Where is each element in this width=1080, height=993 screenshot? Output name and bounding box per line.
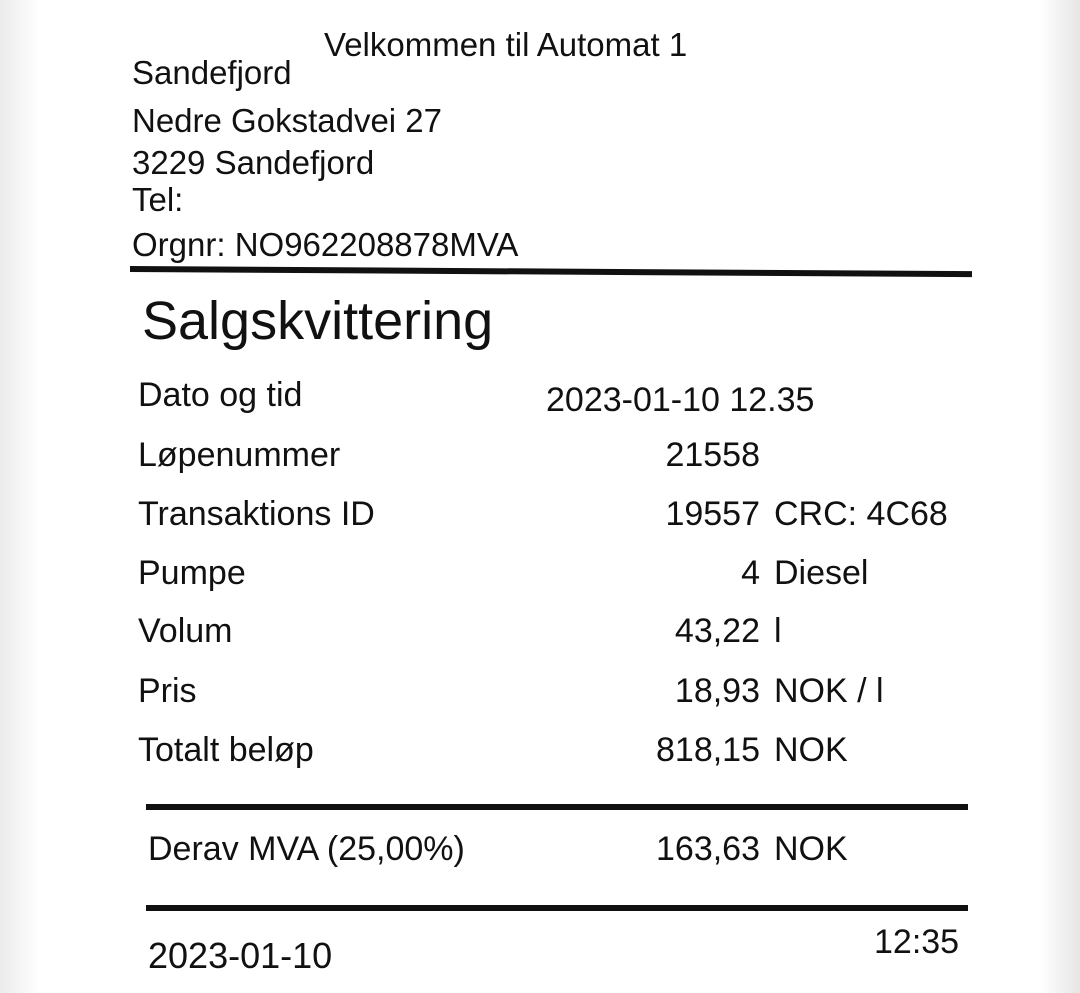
sequence-number-value: 21558 [665, 436, 760, 474]
price-unit: NOK / l [774, 672, 884, 710]
transaction-id-value: 19557 [665, 495, 760, 533]
total-divider [146, 804, 968, 810]
fuel-type: Diesel [774, 554, 869, 592]
receipt-title: Salgskvittering [142, 291, 494, 351]
volume-value: 43,22 [674, 612, 760, 650]
vat-value: 163,63 [656, 830, 760, 868]
transaction-id-label: Transaktions ID [138, 495, 375, 533]
vat-label: Derav MVA (25,00%) [148, 830, 465, 868]
total-value: 818,15 [656, 731, 760, 769]
org-number: Orgnr: NO962208878MVA [132, 226, 519, 263]
footer-date: 2023-01-10 [148, 935, 333, 976]
datetime-label: Dato og tid [138, 376, 303, 414]
total-label: Totalt beløp [138, 731, 314, 769]
vat-currency: NOK [774, 830, 848, 868]
paper-shadow-left [0, 0, 40, 993]
volume-label: Volum [138, 612, 233, 650]
price-value: 18,93 [674, 672, 760, 710]
station-name: Sandefjord [132, 54, 292, 91]
pump-number: 4 [741, 554, 760, 592]
volume-unit: l [774, 612, 782, 650]
total-currency: NOK [774, 731, 848, 769]
crc-value: CRC: 4C68 [774, 495, 948, 533]
vat-divider [146, 905, 968, 911]
welcome-line: Velkommen til Automat 1 [324, 26, 688, 63]
pump-label: Pumpe [138, 554, 246, 592]
price-label: Pris [138, 672, 197, 710]
sequence-number-label: Løpenummer [138, 436, 341, 474]
paper-shadow-right [1040, 0, 1080, 993]
footer-time: 12:35 [874, 923, 960, 961]
telephone-line: Tel: [132, 181, 184, 218]
datetime-value: 2023-01-10 12.35 [546, 381, 815, 419]
postal-address: 3229 Sandefjord [132, 144, 375, 181]
header-divider [130, 266, 972, 277]
street-address: Nedre Gokstadvei 27 [132, 102, 443, 139]
